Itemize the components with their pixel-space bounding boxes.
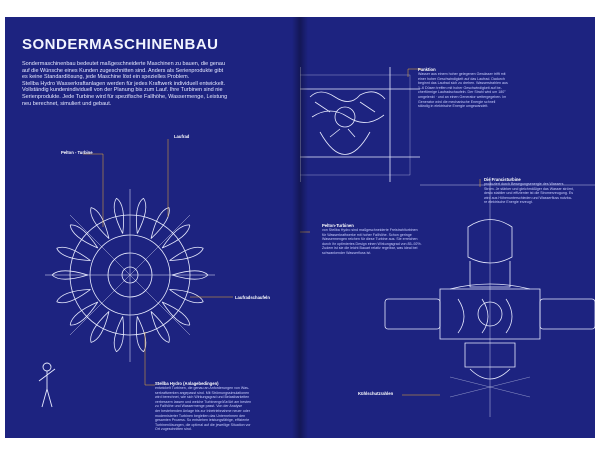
laufradschaufeln-label: Laufradschaufeln [235,295,270,300]
pelton-side-sketch [300,67,420,182]
funktion-line: umgelenkt · und an einen Generator weitergegeben. Im [418,94,507,99]
intro-line: auf die Wünsche eines Kunden zugeschnitten sind. Anders als Serienprodukte gibt [22,67,224,74]
francis-line: desto stabiler und effizienter ist die Stromerzeugung. Es [484,191,574,196]
francis-textblock [484,177,589,205]
pelton-line: Wassermengen reichen für diese Turbine aus. Sie erreichen [322,237,418,242]
stellba-line: modernisierter Turbinen begleiten das Unternehmen den [155,413,246,418]
pelton-line: Zudem ist sie die leicht Bauart relativ regelbar, was ideal bei [322,246,418,251]
stellba-line: wird berechnet, wie sich Wirkungsgrad und Belastbarkeiten [155,395,250,400]
left-page [5,17,300,438]
francis-line: re elektrische Energie erzeugt. [484,200,533,205]
funktion-line: Wasser aus einem hoher gelegenen Gewässer trifft mit [418,72,506,76]
funktion-textblock [418,67,538,109]
stellba-title: Stellba Hydro (Anlagebedingen) [155,381,219,386]
pelton-label: Pelton - Turbine [61,150,93,155]
stellba-textblock [155,381,295,432]
pelton-line: von Stellba Hydro sind maßgeschneiderte Freistrahlturbinen [322,228,418,232]
pelton-line: durch ihr optimiertes Design einen Wirkungsgrad von 85–92%. [322,241,422,246]
pelton-line: schwankender Wasserfluss ist. [322,250,372,255]
francis-turbine-sketch [385,177,595,417]
francis-line: Strom. Je stärker und gleichmäßiger das Wasser strömt, [484,186,574,191]
intro-line: Sondermaschinenbau bedeutet maßgeschneiderte Maschinen zu bauen, die genau [22,61,226,67]
pelton-wheel-sketch [5,17,300,438]
stellba-line: zu Fallhöhe und Wassermenge passt. Von der Analyse [155,404,243,409]
intro-line: Serienprodukte. Jede Turbine wird für spezifische Fallhöhe, Wassermenge, Leistung [22,93,228,100]
funktion-line: ständig in elektrische Energie umgewandelt. [418,104,489,109]
stellba-line: Turbinenlösungen, die optimal auf die jeweilige Situation vor [155,422,251,427]
francis-line: produziert durch Bewegungsenergie des Wassers [484,182,564,186]
francis-title: Die Francisturbine [484,177,521,182]
funktion-line: cherförmige Laufradschaufeln. Der Strahl wird um 180° [418,90,506,95]
stellba-line: gesamten Prozess. So entstehen leistungsfähige, effiziente [155,418,250,423]
funktion-line: 1–6 Düsen treffen mit hoher Geschwindigkeit auf be- [418,85,502,90]
page-title: SONDERMASCHINENBAU [22,36,219,53]
intro-line: es keine Standardlösung, jede Maschine löst ein spezielles Problem. [22,74,190,81]
person-sketch [39,363,55,407]
pelton-text-title: Pelton-Turbinen [322,223,354,228]
kuehlschutz-label: Kühlschutzrahlen [358,391,394,396]
intro-line: Vollständig kundenindividuell von der Planung bis zum Lauf. Ihre Turbinen sind nie [22,87,223,94]
spine-gutter [292,17,308,438]
intro-line: Stellba Hydro Wasserkraftanlagen werden für jedes Kraftwerk individuell entwickelt. [22,80,226,87]
laufrad-label: Laufrad [174,134,190,139]
right-page [300,17,595,438]
intro-line: neu berechnet, simuliert und gebaut. [22,100,112,107]
pelton-textblock [322,223,462,256]
stellba-line: der bestehenden Anlage bis zur Inbetriebnahme neuer oder [155,408,250,413]
stellba-line: serkraftwerken angepasst sind. Mit Strömungssimulationen [155,390,250,395]
funktion-line: einer hoher Geschwindigkeit auf das Laufrad. Dadurch [418,76,505,81]
funktion-title: Funktion [418,67,436,72]
stellba-line: Ort zugeschnitten sind. [155,427,192,432]
pelton-line: für Wasserkraftwerke mit hoher Fallhöhe. Schon geringe [322,232,412,237]
francis-line: wird aus Höhenunterschieden und Wasserfluss nutzba- [484,195,572,200]
funktion-line: beginnt das Laufrad sich zu drehen. Wasserstrahlen aus [418,81,508,86]
stellba-line: verbessern lassen und welche Turbinengröße/Art am besten [155,399,252,404]
funktion-line: Generator wird die mechanische Energie schnell [418,99,496,104]
stellba-line: entwickelt Turbinen, die genau an Anforderungen von Was- [155,386,250,390]
